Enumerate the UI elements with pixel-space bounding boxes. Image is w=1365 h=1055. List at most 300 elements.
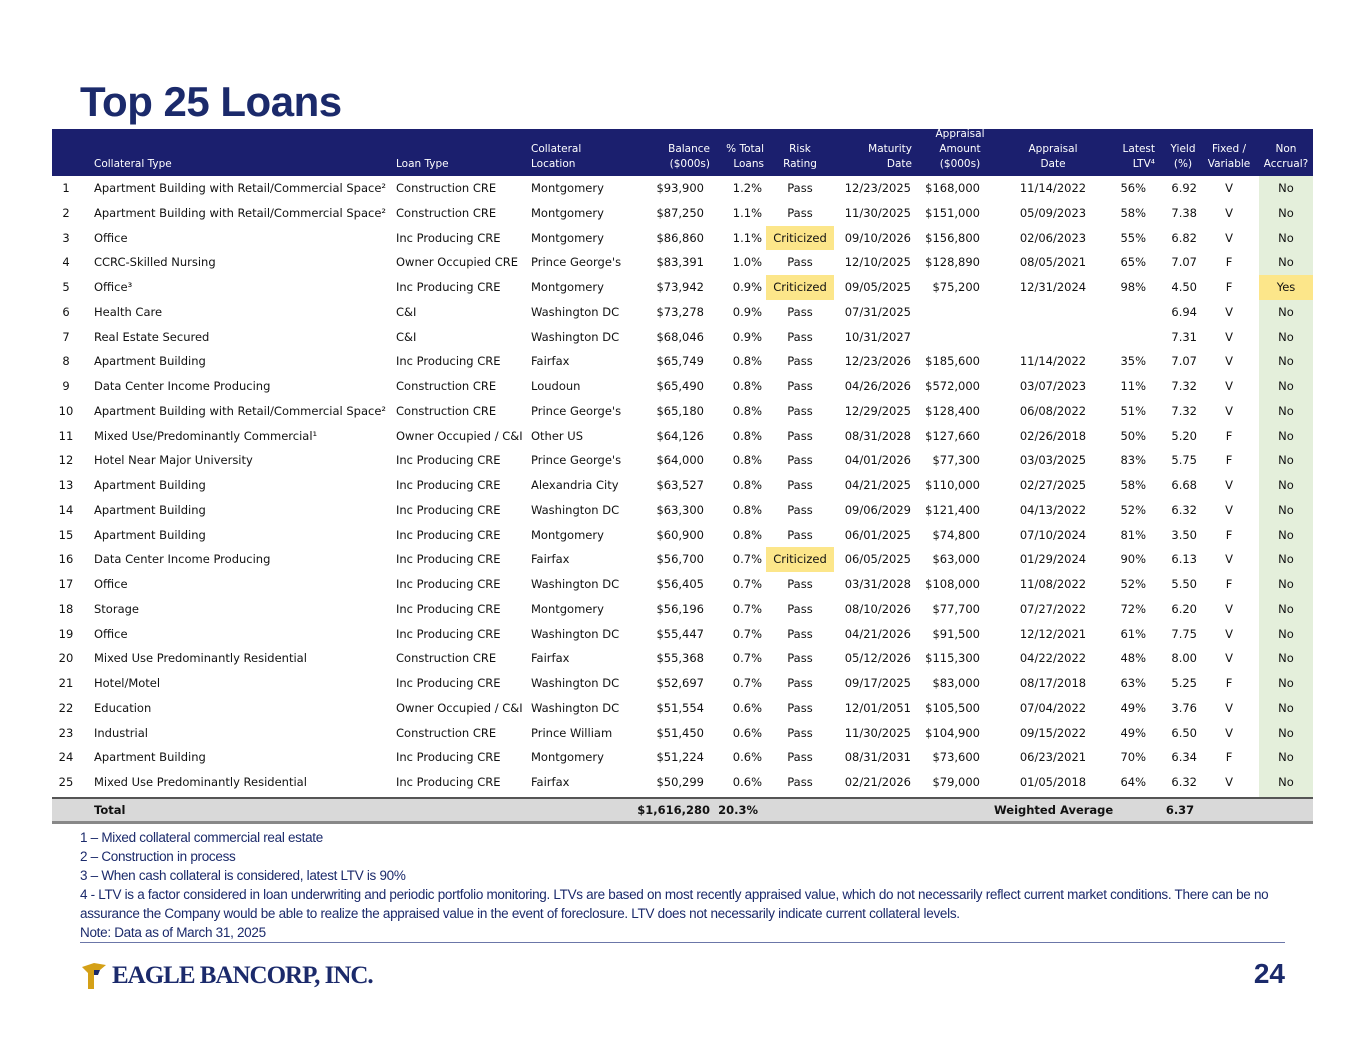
collateral-type-cell: Data Center Income Producing <box>94 552 271 567</box>
yield-cell: 3.76 <box>1171 700 1197 715</box>
row-number-cell: 1 <box>62 181 70 195</box>
non-accrual-cell: No <box>1278 403 1294 418</box>
balance-cell: $73,942 <box>656 280 704 294</box>
weighted-average-value: 6.37 <box>1165 802 1195 817</box>
collateral-location-cell: Fairfax <box>531 775 570 789</box>
pct-total-cell: 0.8% <box>732 403 762 418</box>
collateral-location-cell: Washington DC <box>531 577 620 591</box>
header-collateral-type: Collateral Type <box>94 158 172 170</box>
table-row <box>52 374 1313 399</box>
appraisal-amount-cell: $77,300 <box>932 453 980 468</box>
row-number-cell: 24 <box>58 750 74 765</box>
table-row <box>52 226 1313 251</box>
collateral-location-cell: Montgomery <box>531 750 604 765</box>
risk-rating-cell: Pass <box>787 478 813 492</box>
loan-type-cell: Inc Producing CRE <box>396 577 501 591</box>
fixed-variable-cell: F <box>1225 280 1233 294</box>
balance-cell: $68,046 <box>656 329 704 344</box>
page-number: 24 <box>1253 958 1285 989</box>
row-number-cell: 6 <box>62 304 70 319</box>
risk-rating-cell: Pass <box>787 255 813 270</box>
maturity-date-cell: 02/21/2026 <box>844 775 911 789</box>
table-row <box>52 547 1313 572</box>
loan-type-cell: Inc Producing CRE <box>396 453 501 468</box>
loan-type-cell: Inc Producing CRE <box>396 750 501 765</box>
pct-total-cell: 0.7% <box>732 552 762 567</box>
latest-ltv-cell: 81% <box>1120 527 1146 542</box>
collateral-location-cell: Montgomery <box>531 230 604 245</box>
loan-type-cell: Inc Producing CRE <box>396 775 501 789</box>
fixed-variable-cell: F <box>1225 750 1233 765</box>
appraisal-amount-cell: $572,000 <box>925 379 980 393</box>
appraisal-date-cell: 11/14/2022 <box>1019 354 1087 369</box>
row-number-cell: 16 <box>58 552 74 567</box>
risk-rating-cell: Pass <box>787 205 813 220</box>
non-accrual-cell: No <box>1278 304 1294 319</box>
risk-rating-cell: Pass <box>787 626 813 641</box>
non-accrual-cell: No <box>1278 453 1294 468</box>
collateral-type-cell: Mixed Use/Predominantly Commercial¹ <box>94 428 318 443</box>
fixed-variable-cell: V <box>1225 304 1233 319</box>
non-accrual-cell: No <box>1278 478 1294 492</box>
collateral-location-cell: Washington DC <box>531 304 620 319</box>
risk-rating-cell: Pass <box>787 428 813 443</box>
header-loan-type: Loan Type <box>396 158 449 170</box>
pct-total-cell: 0.7% <box>732 651 762 666</box>
appraisal-amount-cell: $105,500 <box>925 700 980 715</box>
fixed-variable-cell: F <box>1225 676 1233 690</box>
appraisal-date-cell: 11/14/2022 <box>1019 181 1087 195</box>
non-accrual-cell: No <box>1278 205 1294 220</box>
appraisal-amount-cell: $151,000 <box>925 205 980 220</box>
balance-cell: $52,697 <box>656 676 704 690</box>
collateral-type-cell: Mixed Use Predominantly Residential <box>94 651 307 666</box>
header-fixed-variable: Fixed / Variable <box>1207 143 1251 170</box>
loans-table <box>52 129 1313 824</box>
collateral-location-cell: Montgomery <box>531 280 604 294</box>
header-appraisal-amount: Appraisal Amount ($000s) <box>935 128 985 170</box>
non-accrual-cell: No <box>1278 577 1294 591</box>
appraisal-date-cell: 03/03/2025 <box>1019 453 1087 468</box>
table-row <box>52 448 1313 473</box>
risk-rating-cell: Pass <box>787 651 813 666</box>
collateral-type-cell: Office <box>94 626 128 641</box>
non-accrual-cell: No <box>1278 700 1294 715</box>
appraisal-amount-cell: $156,800 <box>925 230 980 245</box>
collateral-type-cell: Storage <box>94 601 139 616</box>
collateral-type-cell: Mixed Use Predominantly Residential <box>94 775 307 789</box>
loan-type-cell: Construction CRE <box>396 181 497 195</box>
header-pct-total: % Total Loans <box>726 143 764 170</box>
maturity-date-cell: 12/01/2051 <box>844 700 911 715</box>
row-number-cell: 22 <box>58 700 74 715</box>
balance-cell: $64,126 <box>656 428 704 443</box>
collateral-location-cell: Alexandria City <box>531 478 619 492</box>
collateral-location-cell: Fairfax <box>531 552 570 567</box>
collateral-type-cell: Apartment Building <box>94 478 206 492</box>
pct-total-cell: 0.6% <box>732 700 762 715</box>
balance-cell: $60,900 <box>656 527 704 542</box>
maturity-date-cell: 04/01/2026 <box>844 453 911 468</box>
footnotes <box>80 828 1285 942</box>
row-number-cell: 13 <box>58 478 74 492</box>
non-accrual-cell: No <box>1278 181 1294 195</box>
table-row <box>52 770 1313 795</box>
appraisal-amount-cell: $79,000 <box>932 775 980 789</box>
loan-type-cell: Construction CRE <box>396 403 497 418</box>
collateral-type-cell: Apartment Building <box>94 750 206 765</box>
balance-cell: $86,860 <box>656 230 704 245</box>
yield-cell: 6.13 <box>1171 552 1197 567</box>
row-number-cell: 5 <box>62 280 70 294</box>
balance-cell: $63,527 <box>656 478 704 492</box>
balance-cell: $93,900 <box>656 181 704 195</box>
table-row <box>52 696 1313 721</box>
latest-ltv-cell: 56% <box>1120 181 1146 195</box>
appraisal-amount-cell: $168,000 <box>925 181 980 195</box>
collateral-type-cell: Health Care <box>94 304 163 319</box>
appraisal-date-cell: 07/27/2022 <box>1019 601 1087 616</box>
header-yield: Yield (%) <box>1170 143 1196 170</box>
latest-ltv-cell: 52% <box>1120 577 1146 591</box>
balance-cell: $56,196 <box>656 601 704 616</box>
loan-type-cell: Construction CRE <box>396 725 497 740</box>
yield-cell: 6.82 <box>1171 230 1197 245</box>
non-accrual-cell: No <box>1278 651 1294 666</box>
loan-type-cell: Inc Producing CRE <box>396 230 501 245</box>
loan-type-cell: Inc Producing CRE <box>396 354 501 369</box>
yield-cell: 7.31 <box>1171 329 1197 344</box>
risk-rating-cell: Criticized <box>766 547 834 572</box>
row-number-cell: 15 <box>58 527 74 542</box>
yield-cell: 4.50 <box>1171 280 1197 294</box>
yield-cell: 6.20 <box>1171 601 1197 616</box>
table-row <box>52 671 1313 696</box>
table-row <box>52 498 1313 523</box>
balance-cell: $87,250 <box>656 205 704 220</box>
latest-ltv-cell: 52% <box>1120 502 1146 517</box>
loan-type-cell: Inc Producing CRE <box>396 552 501 567</box>
pct-total-cell: 0.7% <box>732 676 762 690</box>
collateral-location-cell: Montgomery <box>531 181 604 195</box>
fixed-variable-cell: V <box>1225 478 1233 492</box>
fixed-variable-cell: V <box>1225 601 1233 616</box>
appraisal-date-cell: 12/12/2021 <box>1019 626 1087 641</box>
pct-total-cell: 0.8% <box>732 478 762 492</box>
maturity-date-cell: 09/17/2025 <box>844 676 911 690</box>
appraisal-amount-cell: $108,000 <box>925 577 980 591</box>
collateral-type-cell: Data Center Income Producing <box>94 379 271 393</box>
header-maturity: Maturity Date <box>868 143 912 170</box>
row-number-cell: 19 <box>58 626 74 641</box>
appraisal-date-cell: 07/04/2022 <box>1019 700 1087 715</box>
latest-ltv-cell: 48% <box>1120 651 1146 666</box>
row-number-cell: 18 <box>58 601 74 616</box>
fixed-variable-cell: F <box>1225 577 1233 591</box>
pct-total-cell: 0.8% <box>732 379 762 393</box>
balance-cell: $73,278 <box>656 304 704 319</box>
non-accrual-cell: No <box>1278 428 1294 443</box>
header-location: Collateral Location <box>531 143 582 170</box>
maturity-date-cell: 03/31/2028 <box>844 577 911 591</box>
collateral-type-cell: Office <box>94 577 128 591</box>
row-number-cell: 8 <box>62 354 70 369</box>
collateral-type-cell: CCRC-Skilled Nursing <box>94 255 216 270</box>
risk-rating-cell: Pass <box>787 676 813 690</box>
appraisal-amount-cell: $115,300 <box>925 651 980 666</box>
appraisal-date-cell: 08/17/2018 <box>1019 676 1087 690</box>
logo-text: EAGLE BANCORP, INC. <box>112 962 373 989</box>
row-number-cell: 11 <box>58 428 74 443</box>
latest-ltv-cell: 49% <box>1120 725 1146 740</box>
fixed-variable-cell: F <box>1225 527 1233 542</box>
maturity-date-cell: 06/05/2025 <box>844 552 911 567</box>
risk-rating-cell: Pass <box>787 453 813 468</box>
collateral-type-cell: Hotel/Motel <box>94 676 161 690</box>
maturity-date-cell: 08/31/2031 <box>844 750 911 765</box>
latest-ltv-cell: 11% <box>1120 379 1146 393</box>
footnote-1: 1 – Mixed collateral commercial real estate <box>80 830 323 845</box>
fixed-variable-cell: V <box>1225 700 1233 715</box>
pct-total-cell: 1.0% <box>732 255 762 270</box>
non-accrual-cell: No <box>1278 725 1294 740</box>
collateral-location-cell: Prince William <box>531 725 613 740</box>
appraisal-amount-cell: $128,400 <box>925 403 980 418</box>
loan-type-cell: Inc Producing CRE <box>396 280 501 294</box>
collateral-type-cell: Office <box>94 230 128 245</box>
yield-cell: 6.50 <box>1171 725 1197 740</box>
non-accrual-cell: No <box>1278 601 1294 616</box>
total-label: Total <box>94 802 126 817</box>
collateral-location-cell: Washington DC <box>531 700 620 715</box>
non-accrual-cell: No <box>1278 750 1294 765</box>
fixed-variable-cell: V <box>1225 329 1233 344</box>
appraisal-date-cell: 06/23/2021 <box>1019 750 1087 765</box>
maturity-date-cell: 11/30/2025 <box>844 725 911 740</box>
latest-ltv-cell: 90% <box>1120 552 1146 567</box>
table-row <box>52 523 1313 548</box>
fixed-variable-cell: V <box>1225 552 1233 567</box>
appraisal-amount-cell <box>914 300 980 325</box>
header-appraisal-date: Appraisal Date <box>1028 143 1078 170</box>
total-pct: 20.3% <box>718 802 758 817</box>
loan-type-cell: Owner Occupied / C&I <box>396 428 523 443</box>
table-body <box>52 176 1313 795</box>
yield-cell: 7.38 <box>1171 205 1197 220</box>
row-number-cell: 9 <box>62 379 70 393</box>
yield-cell: 7.07 <box>1171 255 1197 270</box>
risk-rating-cell: Pass <box>787 502 813 517</box>
collateral-location-cell: Montgomery <box>531 601 604 616</box>
risk-rating-cell: Pass <box>787 700 813 715</box>
risk-rating-cell: Pass <box>787 601 813 616</box>
company-logo <box>80 960 373 992</box>
latest-ltv-cell: 83% <box>1120 453 1146 468</box>
pct-total-cell: 0.8% <box>732 502 762 517</box>
latest-ltv-cell: 58% <box>1120 205 1146 220</box>
pct-total-cell: 0.9% <box>732 329 762 344</box>
loan-type-cell: Inc Producing CRE <box>396 676 501 690</box>
row-number-cell: 14 <box>58 502 74 517</box>
risk-rating-cell: Pass <box>787 181 813 195</box>
header-balance: Balance ($000s) <box>668 143 710 170</box>
yield-cell: 6.32 <box>1171 502 1197 517</box>
latest-ltv-cell: 65% <box>1120 255 1146 270</box>
fixed-variable-cell: V <box>1225 775 1233 789</box>
row-number-cell: 12 <box>58 453 74 468</box>
latest-ltv-cell <box>1112 325 1146 350</box>
row-number-cell: 7 <box>62 329 70 344</box>
maturity-date-cell: 10/31/2027 <box>844 329 911 344</box>
balance-cell: $51,554 <box>656 700 704 715</box>
latest-ltv-cell: 64% <box>1120 775 1146 789</box>
header-non-accrual: Non Accrual? <box>1263 143 1309 170</box>
balance-cell: $51,224 <box>656 750 704 765</box>
collateral-location-cell: Washington DC <box>531 676 620 690</box>
non-accrual-cell: No <box>1278 230 1294 245</box>
collateral-type-cell: Apartment Building with Retail/Commercial Space² <box>94 181 387 195</box>
risk-rating-cell: Pass <box>787 577 813 591</box>
row-number-cell: 20 <box>58 651 74 666</box>
appraisal-date-cell: 09/15/2022 <box>1019 725 1087 740</box>
table-row <box>52 275 1313 300</box>
balance-cell: $56,405 <box>656 577 704 591</box>
loan-type-cell: C&I <box>396 329 417 344</box>
maturity-date-cell: 12/10/2025 <box>844 255 911 270</box>
table-row <box>52 176 1313 201</box>
loan-type-cell: Owner Occupied / C&I <box>396 700 523 715</box>
footnote-3: 3 – When cash collateral is considered, latest LTV is 90% <box>80 868 406 883</box>
collateral-location-cell: Prince George's <box>531 453 622 468</box>
yield-cell: 6.34 <box>1171 750 1197 765</box>
collateral-location-cell: Washington DC <box>531 626 620 641</box>
non-accrual-cell: No <box>1278 329 1294 344</box>
balance-cell: $65,749 <box>656 354 704 369</box>
total-row <box>52 797 1313 824</box>
yield-cell: 6.92 <box>1171 181 1197 195</box>
maturity-date-cell: 09/06/2029 <box>844 502 911 517</box>
table-row <box>52 349 1313 374</box>
non-accrual-cell: No <box>1278 552 1294 567</box>
yield-cell: 5.50 <box>1171 577 1197 591</box>
page-title: Top 25 Loans <box>80 78 342 125</box>
table-row <box>52 597 1313 622</box>
pct-total-cell: 0.8% <box>732 428 762 443</box>
footnote-4: 4 - LTV is a factor considered in loan underwriting and periodic portfolio monitoring. LTVs are based on most recently appraised value, which do not necessarily reflect current market conditions. There can be no assurance the Company would be able to realize the appraised value in the event of foreclosure. LTV does not necessarily indicate current collateral levels. <box>80 887 1269 921</box>
appraisal-amount-cell: $74,800 <box>932 527 980 542</box>
collateral-location-cell: Prince George's <box>531 403 622 418</box>
footnote-2: 2 – Construction in process <box>80 849 236 864</box>
non-accrual-cell: No <box>1278 775 1294 789</box>
maturity-date-cell: 04/26/2026 <box>844 379 911 393</box>
yield-cell: 6.32 <box>1171 775 1197 789</box>
maturity-date-cell: 08/31/2028 <box>844 428 911 443</box>
yield-cell: 6.68 <box>1171 478 1197 492</box>
row-number-cell: 17 <box>58 577 74 591</box>
maturity-date-cell: 12/23/2026 <box>844 354 911 369</box>
fixed-variable-cell: V <box>1225 502 1233 517</box>
maturity-date-cell: 11/30/2025 <box>844 205 911 220</box>
pct-total-cell: 1.2% <box>732 181 762 195</box>
yield-cell: 5.20 <box>1171 428 1197 443</box>
fixed-variable-cell: V <box>1225 205 1233 220</box>
table-row <box>52 473 1313 498</box>
fixed-variable-cell: V <box>1225 379 1233 393</box>
collateral-type-cell: Apartment Building <box>94 354 206 369</box>
maturity-date-cell: 05/12/2026 <box>844 651 911 666</box>
table-row <box>52 250 1313 275</box>
non-accrual-cell: No <box>1278 379 1294 393</box>
fixed-variable-cell: V <box>1225 626 1233 641</box>
maturity-date-cell: 06/01/2025 <box>844 527 911 542</box>
row-number-cell: 21 <box>58 676 74 690</box>
pct-total-cell: 0.9% <box>732 304 762 319</box>
pct-total-cell: 0.8% <box>732 354 762 369</box>
non-accrual-cell: No <box>1278 626 1294 641</box>
row-number-cell: 3 <box>62 230 70 245</box>
loan-type-cell: Inc Producing CRE <box>396 478 501 492</box>
appraisal-amount-cell: $77,700 <box>932 601 980 616</box>
table-row <box>52 721 1313 746</box>
risk-rating-cell: Pass <box>787 750 813 765</box>
non-accrual-cell: Yes <box>1259 275 1313 300</box>
maturity-date-cell: 08/10/2026 <box>844 601 911 616</box>
balance-cell: $83,391 <box>656 255 704 270</box>
pct-total-cell: 0.6% <box>732 775 762 789</box>
collateral-type-cell: Real Estate Secured <box>94 329 210 344</box>
collateral-location-cell: Washington DC <box>531 329 620 344</box>
loan-type-cell: Construction CRE <box>396 379 497 393</box>
loan-type-cell: Construction CRE <box>396 205 497 220</box>
maturity-date-cell: 12/23/2025 <box>844 181 911 195</box>
latest-ltv-cell: 58% <box>1120 478 1146 492</box>
table-row <box>52 622 1313 647</box>
appraisal-date-cell: 02/26/2018 <box>1019 428 1087 443</box>
collateral-type-cell: Office³ <box>94 280 133 294</box>
non-accrual-cell: No <box>1278 676 1294 690</box>
latest-ltv-cell <box>1112 300 1146 325</box>
appraisal-date-cell: 04/22/2022 <box>1019 651 1087 666</box>
maturity-date-cell: 09/05/2025 <box>844 280 911 294</box>
appraisal-amount-cell: $75,200 <box>932 280 980 294</box>
table-header <box>52 129 1313 176</box>
loan-type-cell: Inc Producing CRE <box>396 601 501 616</box>
collateral-type-cell: Apartment Building <box>94 502 206 517</box>
collateral-location-cell: Other US <box>531 428 584 443</box>
non-accrual-cell: No <box>1278 354 1294 369</box>
row-number-cell: 23 <box>58 725 74 740</box>
appraisal-date-cell: 05/09/2023 <box>1019 205 1087 220</box>
appraisal-amount-cell: $104,900 <box>925 725 980 740</box>
appraisal-amount-cell: $83,000 <box>932 676 980 690</box>
fixed-variable-cell: V <box>1225 354 1233 369</box>
eagle-icon <box>80 961 108 991</box>
fixed-variable-cell: V <box>1225 181 1233 195</box>
risk-rating-cell: Pass <box>787 725 813 740</box>
balance-cell: $65,180 <box>656 403 704 418</box>
risk-rating-cell: Pass <box>787 354 813 369</box>
latest-ltv-cell: 61% <box>1120 626 1146 641</box>
table-row <box>52 745 1313 770</box>
appraisal-amount-cell <box>914 325 980 350</box>
balance-cell: $56,700 <box>656 552 704 567</box>
fixed-variable-cell: F <box>1225 428 1233 443</box>
maturity-date-cell: 04/21/2025 <box>844 478 911 492</box>
yield-cell: 6.94 <box>1171 304 1197 319</box>
latest-ltv-cell: 50% <box>1120 428 1146 443</box>
balance-cell: $55,368 <box>656 651 704 666</box>
pct-total-cell: 0.6% <box>732 750 762 765</box>
